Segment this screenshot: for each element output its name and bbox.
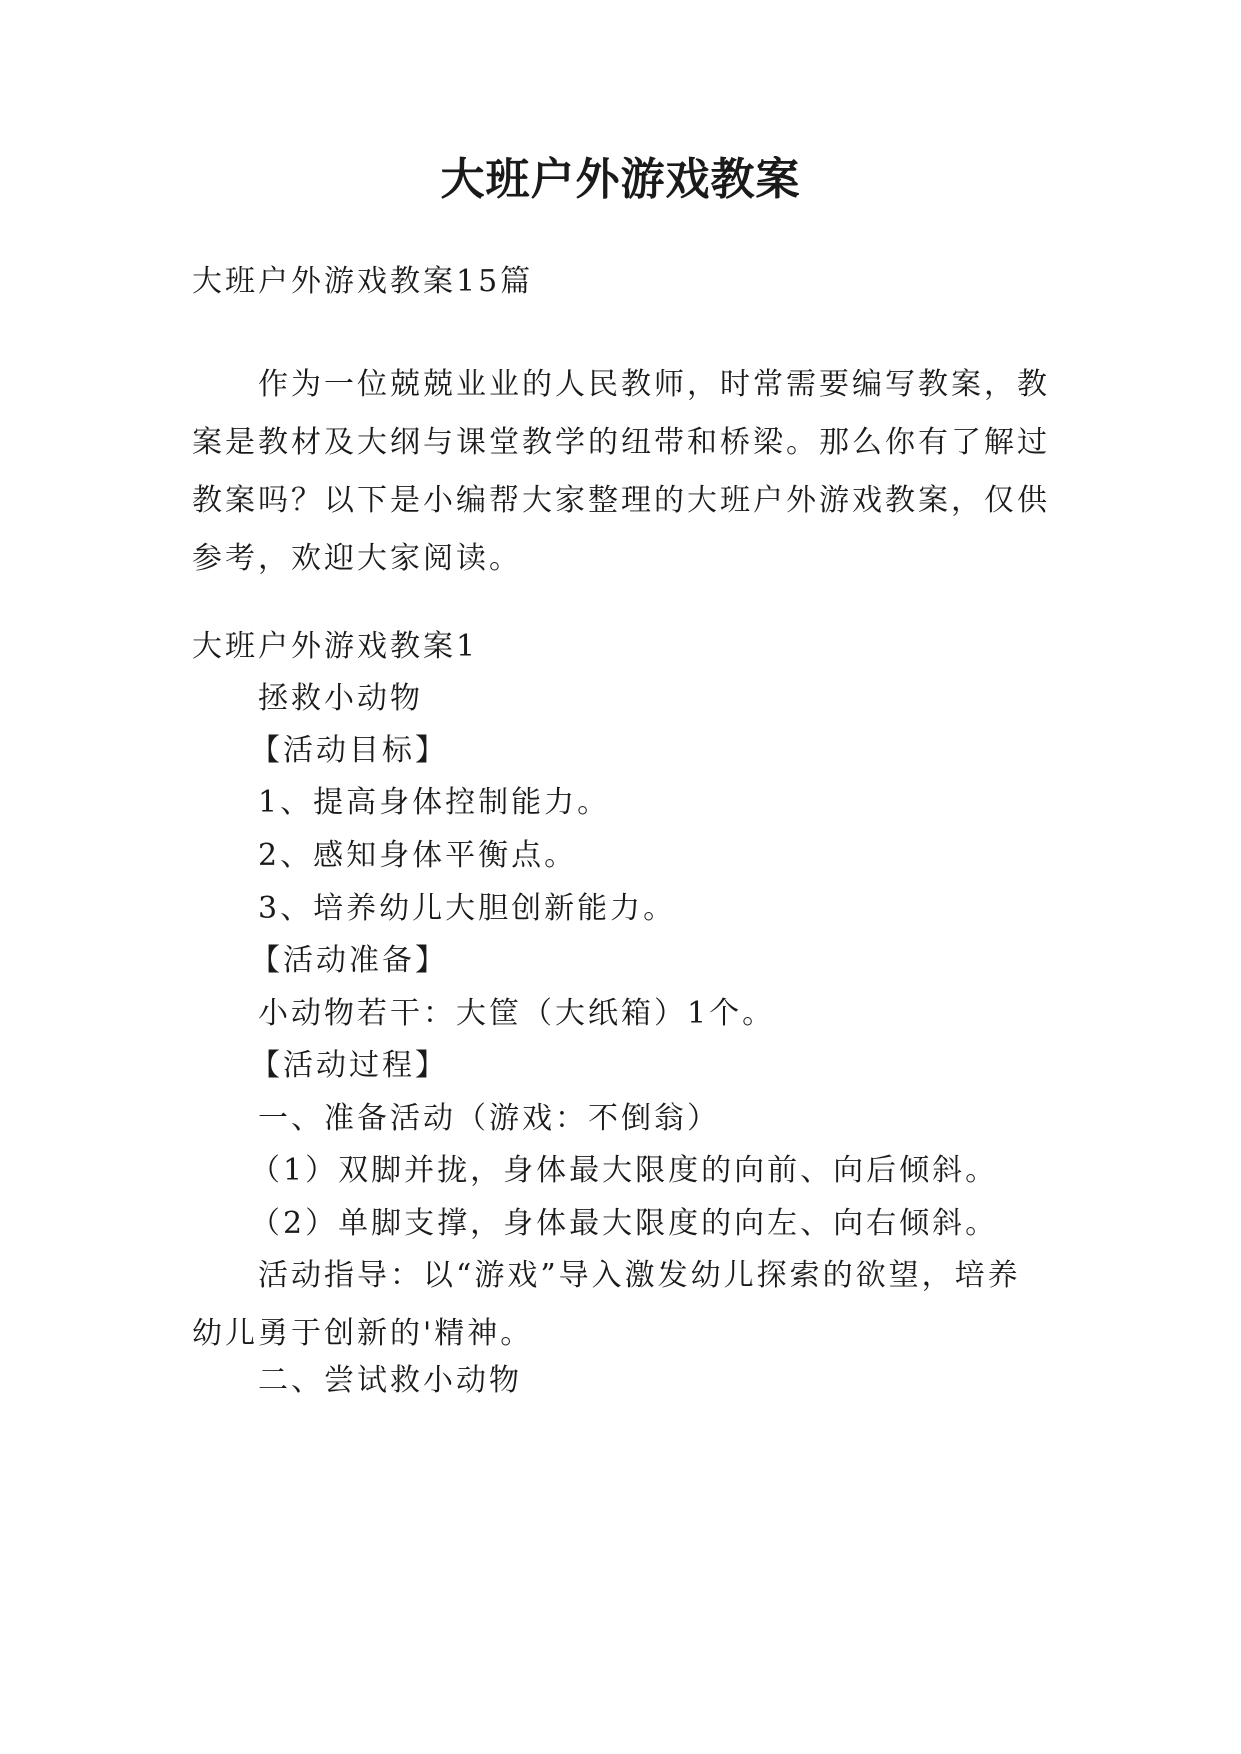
process-heading: 【活动过程】 xyxy=(250,1048,448,1083)
goal-item: 3、培养幼儿大胆创新能力。 xyxy=(258,891,677,926)
step-heading: 二、尝试救小动物 xyxy=(258,1363,522,1398)
guidance-paragraph: 活动指导：以“游戏”导入激发幼儿探索的欲望，培养幼儿勇于创新的'精神。 xyxy=(192,1258,1021,1351)
prep-text: 小动物若干：大筐（大纸箱）1个。 xyxy=(258,996,776,1031)
goal-item: 1、提高身体控制能力。 xyxy=(258,785,611,820)
section-heading: 大班户外游戏教案1 xyxy=(192,629,479,664)
step-heading: 一、准备活动（游戏：不倒翁） xyxy=(258,1101,720,1136)
step-item: （2）单脚支撑，身体最大限度的向左、向右倾斜。 xyxy=(250,1206,999,1241)
prep-heading: 【活动准备】 xyxy=(250,943,448,978)
goal-heading: 【活动目标】 xyxy=(250,733,448,768)
intro-paragraph: 作为一位兢兢业业的人民教师，时常需要编写教案，教案是教材及大纲与课堂教学的纽带和桥梁。那么你有了解过教案吗？以下是小编帮大家整理的大班户外游戏教案，仅供参考，欢迎大家阅读。 xyxy=(192,367,1050,576)
game-name: 拯救小动物 xyxy=(258,681,423,716)
document-title: 大班户外游戏教案 xyxy=(440,154,801,205)
step-item: （1）双脚并拢，身体最大限度的向前、向后倾斜。 xyxy=(250,1153,999,1188)
document-subtitle: 大班户外游戏教案15篇 xyxy=(192,264,534,299)
goal-item: 2、感知身体平衡点。 xyxy=(258,838,578,873)
